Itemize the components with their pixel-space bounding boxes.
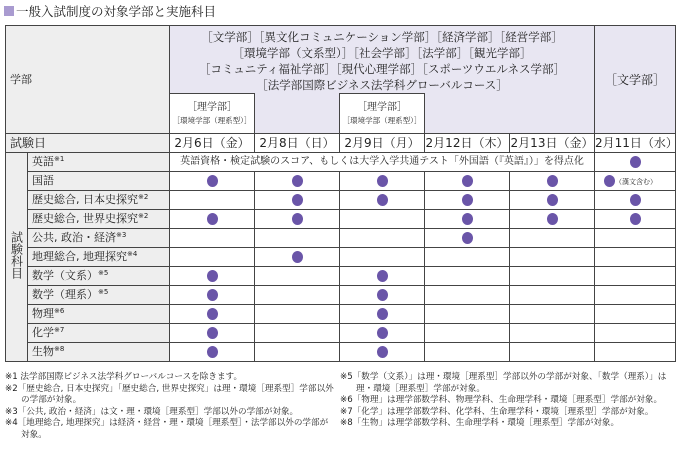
dot-mark <box>547 175 558 187</box>
exam-subject-table <box>5 25 676 362</box>
dot-mark <box>377 308 388 320</box>
mark-cell <box>595 153 676 172</box>
footnote: ※6「物理」は理学部数学科、物理学科、生命理学科・環境［理系型］学部が対象。 <box>340 395 663 405</box>
footnote: ※1 法学部国際ビジネス法学科グローバルコースを除きます。 <box>5 372 243 382</box>
mark-cell <box>510 191 595 210</box>
footnotes-right <box>340 372 676 430</box>
mark-cell <box>595 210 676 229</box>
exam-date-label: 試験日 <box>6 134 170 153</box>
footnotes-left <box>5 372 335 441</box>
mark-cell <box>255 286 340 305</box>
exam-subjects-side-cell <box>6 153 28 362</box>
dot-mark <box>377 194 388 206</box>
mark-cell <box>255 324 340 343</box>
exam-date: 2月8日（日） <box>255 134 340 153</box>
mark-cell <box>510 343 595 362</box>
subject-row <box>6 248 676 267</box>
dot-mark <box>462 213 473 225</box>
title-square-icon <box>4 6 14 16</box>
subject-label: 公共, 政治・経済$^{※3}$ <box>28 229 170 248</box>
mark-cell <box>255 210 340 229</box>
dot-mark <box>462 175 473 187</box>
mark-cell <box>595 324 676 343</box>
mark-cell <box>340 172 425 191</box>
mark-cell <box>170 343 255 362</box>
subject-row <box>6 229 676 248</box>
subject-row <box>6 172 676 191</box>
mark-cell <box>340 191 425 210</box>
subject-row <box>6 305 676 324</box>
mark-cell <box>170 286 255 305</box>
mark-cell <box>595 286 676 305</box>
mark-cell <box>510 324 595 343</box>
dot-mark <box>377 289 388 301</box>
exam-date: 2月11日（水） <box>595 134 676 153</box>
subject-label: 歴史総合, 日本史探究$^{※2}$ <box>28 191 170 210</box>
mark-cell <box>425 229 510 248</box>
mark-cell <box>170 267 255 286</box>
subject-label: 歴史総合, 世界史探究$^{※2}$ <box>28 210 170 229</box>
subject-label: 数学（理系）$^{※5}$ <box>28 286 170 305</box>
mark-cell <box>340 286 425 305</box>
dot-mark <box>547 194 558 206</box>
subject-row <box>6 210 676 229</box>
science-faculty: ［理学部］ ［環境学部（理系型）］ <box>170 94 255 134</box>
subject-english: 英語$^{※1}$ <box>28 153 170 172</box>
subject-label: 化学$^{※7}$ <box>28 324 170 343</box>
mark-cell <box>340 248 425 267</box>
dot-mark <box>630 213 641 225</box>
mark-cell <box>425 286 510 305</box>
mark-cell <box>510 286 595 305</box>
dot-mark <box>207 270 218 282</box>
dot-mark <box>377 175 388 187</box>
mark-cell <box>340 343 425 362</box>
subject-row <box>6 324 676 343</box>
mark-cell <box>510 229 595 248</box>
dot-mark <box>462 194 473 206</box>
dot-mark <box>547 213 558 225</box>
mark-cell <box>170 229 255 248</box>
mark-cell <box>255 267 340 286</box>
footnote: ※5「数学（文系）」は理・環境［理系型］学部以外の学部が対象、「数学（理系）」は理・環境［理系型］学部が対象。 <box>340 372 667 394</box>
mark-cell <box>595 191 676 210</box>
subject-label: 国語 <box>28 172 170 191</box>
subject-label: 地理総合, 地理探究$^{※4}$ <box>28 248 170 267</box>
dot-mark <box>292 251 303 263</box>
literature-faculty: ［文学部］ <box>595 26 676 134</box>
mark-cell <box>170 210 255 229</box>
mark-cell <box>340 229 425 248</box>
mark-cell <box>255 191 340 210</box>
dot-mark <box>292 213 303 225</box>
mark-cell <box>510 172 595 191</box>
dot-mark <box>377 270 388 282</box>
mark-cell <box>170 248 255 267</box>
dot-mark <box>630 194 641 206</box>
footnote: ※4［地理総合, 地理探究」は経済・経営・理・環境［理系型］・法学部以外の学部が対象。 <box>5 418 329 440</box>
dot-mark <box>207 327 218 339</box>
exam-date: 2月6日（金） <box>170 134 255 153</box>
dot-mark <box>604 175 615 187</box>
dot-mark <box>207 213 218 225</box>
dot-mark <box>292 175 303 187</box>
mark-cell <box>340 267 425 286</box>
faculty-label: 学部 <box>6 26 170 134</box>
mark-cell <box>170 305 255 324</box>
dot-mark <box>207 175 218 187</box>
subject-row <box>6 267 676 286</box>
subject-row <box>6 286 676 305</box>
dot-mark <box>207 308 218 320</box>
dot-mark <box>377 327 388 339</box>
mark-cell <box>510 267 595 286</box>
subject-label: 数学（文系）$^{※5}$ <box>28 267 170 286</box>
mark-cell <box>595 248 676 267</box>
dot-mark <box>377 346 388 358</box>
mark-cell <box>170 191 255 210</box>
dot-mark <box>207 289 218 301</box>
subject-label: 生物$^{※8}$ <box>28 343 170 362</box>
dot-mark <box>207 346 218 358</box>
mark-cell <box>595 172 676 191</box>
dot-mark <box>462 232 473 244</box>
mark-cell <box>255 229 340 248</box>
mark-cell <box>425 324 510 343</box>
english-score-note: 英語資格・検定試験のスコア、もしくは大学入学共通テスト「外国語（『英語』）」を得点化 <box>170 153 595 172</box>
mark-cell <box>595 229 676 248</box>
mark-cell <box>425 267 510 286</box>
exam-subjects-side-label: 試験科目 <box>9 231 24 279</box>
footnote: ※8「生物」は理学部数学科、生命理学科・環境［理系型］学部が対象。 <box>340 418 620 428</box>
dot-mark <box>630 156 641 168</box>
mark-cell <box>425 343 510 362</box>
mark-cell <box>170 172 255 191</box>
mark-cell <box>425 210 510 229</box>
mark-cell <box>510 210 595 229</box>
mark-cell <box>595 305 676 324</box>
mark-cell <box>510 248 595 267</box>
mark-cell <box>595 267 676 286</box>
footnote: ※3「公共, 政治・経済」は文・理・環境［理系型］学部以外の学部が対象。 <box>5 406 299 417</box>
mark-cell <box>255 343 340 362</box>
subject-row <box>6 191 676 210</box>
mark-cell <box>595 343 676 362</box>
science-faculty: ［理学部］ ［環境学部（理系型）］ <box>340 94 425 134</box>
mark-cell <box>510 305 595 324</box>
footnote: ※7「化学」は理学部数学科、化学科、生命理学科・環境［理系型］学部が対象。 <box>340 406 654 417</box>
mark-cell <box>425 248 510 267</box>
mark-cell <box>425 191 510 210</box>
mark-cell <box>255 305 340 324</box>
subject-label: 物理$^{※6}$ <box>28 305 170 324</box>
kanbun-note: （漢文含む） <box>615 177 658 186</box>
mark-cell <box>340 324 425 343</box>
mark-cell <box>255 248 340 267</box>
mark-cell <box>425 172 510 191</box>
subject-row <box>6 343 676 362</box>
mark-cell <box>425 305 510 324</box>
main-faculties: ［文学部］［異文化コミュニケーション学部］［経済学部］［経営学部］ ［環境学部（文系型）］［社会学部］［法学部］［観光学部］ ［コミュニティ福祉学部］［現代心理学部］［スポーツウエルネス学部］ ［法学部国際ビジネス法学科グローバルコース］ <box>170 26 595 94</box>
mark-cell <box>340 210 425 229</box>
exam-date: 2月9日（月） <box>340 134 425 153</box>
footnote: ※2「歴史総合, 日本史探究」「歴史総合, 世界史探究」は理・環境［理系型］学部以外の学部が対象。 <box>5 383 334 405</box>
dot-mark <box>292 194 303 206</box>
page-title: 一般入試制度の対象学部と実施科目 <box>4 3 216 19</box>
exam-date: 2月12日（木） <box>425 134 510 153</box>
mark-cell <box>255 172 340 191</box>
exam-date: 2月13日（金） <box>510 134 595 153</box>
mark-cell <box>340 305 425 324</box>
mark-cell <box>170 324 255 343</box>
